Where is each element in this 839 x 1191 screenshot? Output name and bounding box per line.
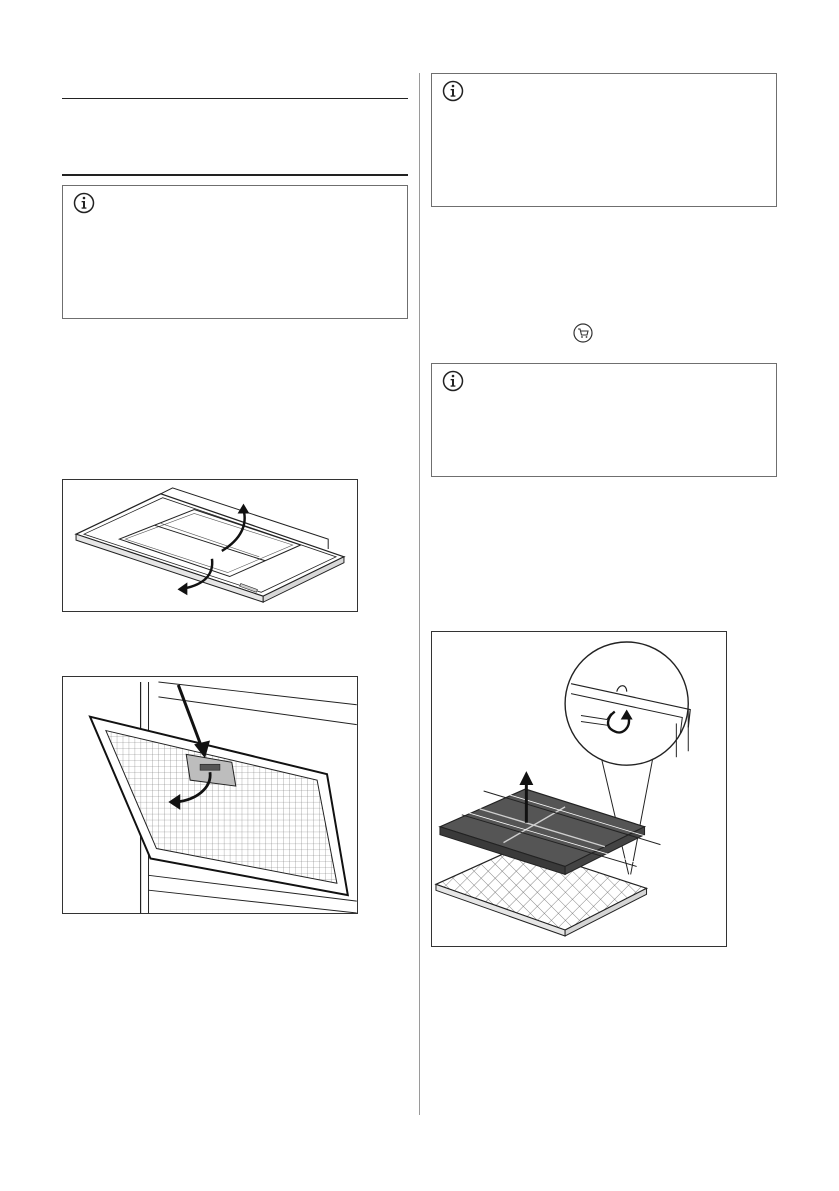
info-icon [73,192,95,214]
info-box-right-middle [431,363,777,477]
section-rule-top [62,98,408,99]
grease-filter-removal-illustration [62,676,358,914]
column-divider [419,73,420,1115]
info-box-right-top [431,73,777,207]
shopping-cart-icon [573,323,593,343]
hood-panel-open-illustration [62,479,358,612]
info-icon [442,80,464,102]
carbon-filter-replacement-illustration [431,631,727,947]
info-icon [442,370,464,392]
section-rule-bottom [62,174,408,176]
info-box-left [62,185,408,319]
